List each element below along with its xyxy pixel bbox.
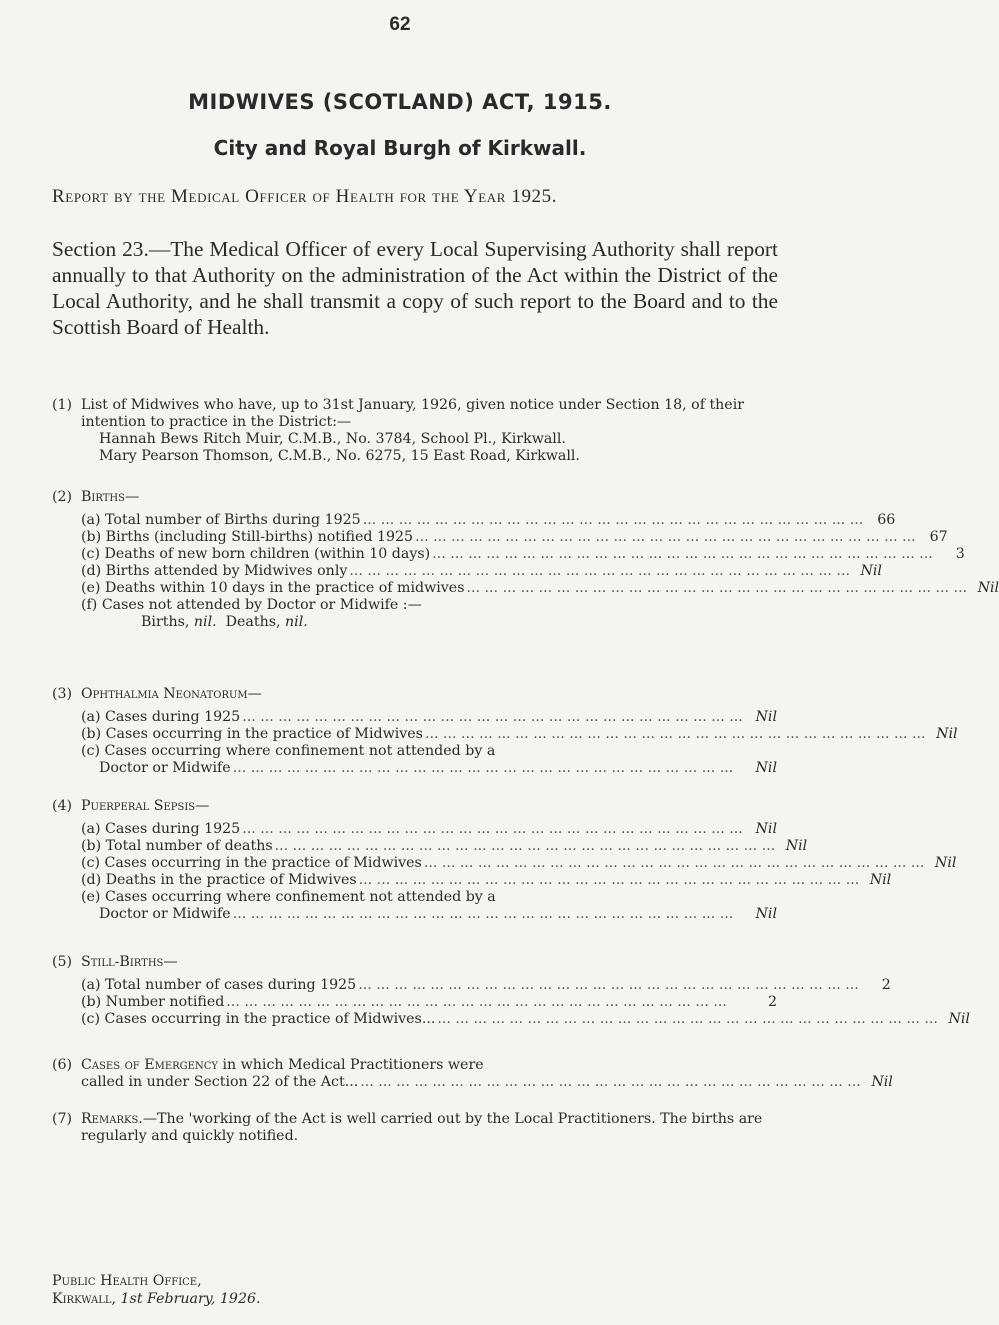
unattended-cases: Births, nil. Deaths, nil. [141,614,308,630]
stat-row: (a) Total number of cases during 1925 ... ... ... ... ... ... ... ... ... ... ... ... ... ... ... ... ... ... ... ... ... ... ... ... ... ... ... ... 2 [81,977,891,993]
stat-row: (d) Births attended by Midwives only ... ... ... ... ... ... ... ... ... ... ... ... ... ... ... ... ... ... ... ... ... ... ... ... ... ... ... ... Nil [81,563,882,579]
stat-row: (e) Cases occurring where confinement not attended by a [81,889,496,905]
section-heading: Ophthalmia Neonatorum— [81,686,262,702]
remarks-text: Remarks.—The 'working of the Act is well carried out by the Local Practitioners. The births are regularly and quickly notified. [81,1111,763,1144]
section-heading: Puerperal Sepsis— [81,798,210,814]
stat-row: (f) Cases not attended by Doctor or Midwife :— [81,597,422,613]
section-5 [52,954,970,1028]
section-number: (4) [52,798,73,814]
stat-row: (e) Deaths within 10 days in the practice of midwives ... ... ... ... ... ... ... ... ... ... ... ... ... ... ... ... ... ... ... ... ... ... ... ... ... ... ... ... Nil [81,580,999,596]
midwives-list-intro: List of Midwives who have, up to 31st January, 1926, given notice under Section 18, of their intention to practice in the District:— [81,397,745,430]
section-heading: Births— [81,489,140,505]
section-number: (6) [52,1057,73,1073]
section-number: (7) [52,1111,73,1127]
stat-row: (a) Cases during 1925 ... ... ... ... ... ... ... ... ... ... ... ... ... ... ... ... ... ... ... ... ... ... ... ... ... ... ... ... Nil [81,709,777,725]
stat-row: (c) Cases occurring where confinement not attended by a [81,743,496,759]
section-number: (3) [52,686,73,702]
section-2 [52,489,999,631]
midwife-entry: Hannah Bews Ritch Muir, C.M.B., No. 3784, School Pl., Kirkwall. [99,431,566,447]
burgh-subtitle: City and Royal Burgh of Kirkwall. [213,136,587,160]
stat-row: (c) Cases occurring in the practice of Midwives ... ... ... ... ... ... ... ... ... ... ... ... ... ... ... ... ... ... ... ... ... ... ... ... ... ... ... ... Nil [81,855,957,871]
section-3 [52,686,958,777]
section-4 [52,798,957,923]
stat-row: (b) Cases occurring in the practice of Midwives ... ... ... ... ... ... ... ... ... ... ... ... ... ... ... ... ... ... ... ... ... ... ... ... ... ... ... ... Nil [81,726,958,742]
place-date: Kirkwall, 1st February, 1926. [52,1291,261,1307]
section-6 [52,1057,893,1091]
stat-row: called in under Section 22 of the Act... ... ... ... ... ... ... ... ... ... ... ... ... ... ... ... ... ... ... ... ... ... ... ... ... ... ... ... ... Nil [81,1074,893,1090]
office-name: Public Health Office, [52,1273,202,1289]
stat-row: (a) Cases during 1925 ... ... ... ... ... ... ... ... ... ... ... ... ... ... ... ... ... ... ... ... ... ... ... ... ... ... ... ... Nil [81,821,777,837]
emergency-text: Cases of Emergency in which Medical Practitioners were [81,1057,484,1073]
intro-paragraph: Section 23.—The Medical Officer of every Local Supervising Authority shall report annually to that Authority on the administration of the Act within the District of the Local Authority, and he shall transmit a copy of such report to the Board and to the Scottish Board of Health. [52,237,778,339]
stat-row: (d) Deaths in the practice of Midwives ... ... ... ... ... ... ... ... ... ... ... ... ... ... ... ... ... ... ... ... ... ... ... ... ... ... ... ... Nil [81,872,892,888]
stat-row: (a) Total number of Births during 1925 ... ... ... ... ... ... ... ... ... ... ... ... ... ... ... ... ... ... ... ... ... ... ... ... ... ... ... ... 66 [81,512,896,528]
page-number: 62 [389,14,411,35]
act-title: MIDWIVES (SCOTLAND) ACT, 1915. [188,90,612,114]
stat-row: Doctor or Midwife ... ... ... ... ... ... ... ... ... ... ... ... ... ... ... ... ... ... ... ... ... ... ... ... ... ... ... ... Nil [99,906,777,922]
stat-row: (c) Deaths of new born children (within 10 days) ... ... ... ... ... ... ... ... ... ... ... ... ... ... ... ... ... ... ... ... ... ... ... ... ... ... ... ... 3 [81,546,965,562]
stat-row: (c) Cases occurring in the practice of Midwives... ... ... ... ... ... ... ... ... ... ... ... ... ... ... ... ... ... ... ... ... ... ... ... ... ... ... ... ... Nil [81,1011,970,1027]
report-heading: Report by the Medical Officer of Health for the Year 1925. [52,186,558,207]
section-number: (5) [52,954,73,970]
section-number: (1) [52,397,73,413]
stat-row: (b) Number notified ... ... ... ... ... ... ... ... ... ... ... ... ... ... ... ... ... ... ... ... ... ... ... ... ... ... ... ... 2 [81,994,777,1010]
section-heading: Still-Births— [81,954,178,970]
stat-row: (b) Total number of deaths ... ... ... ... ... ... ... ... ... ... ... ... ... ... ... ... ... ... ... ... ... ... ... ... ... ... ... ... Nil [81,838,808,854]
midwife-entry: Mary Pearson Thomson, C.M.B., No. 6275, 15 East Road, Kirkwall. [99,448,580,464]
section-1 [52,397,777,465]
stat-row: Doctor or Midwife ... ... ... ... ... ... ... ... ... ... ... ... ... ... ... ... ... ... ... ... ... ... ... ... ... ... ... ... Nil [99,760,777,776]
stat-row: (b) Births (including Still-births) notified 1925 ... ... ... ... ... ... ... ... ... ... ... ... ... ... ... ... ... ... ... ... ... ... ... ... ... ... ... ... 67 [81,529,948,545]
section-7 [52,1111,777,1145]
signature-block [52,1272,261,1308]
section-number: (2) [52,489,73,505]
